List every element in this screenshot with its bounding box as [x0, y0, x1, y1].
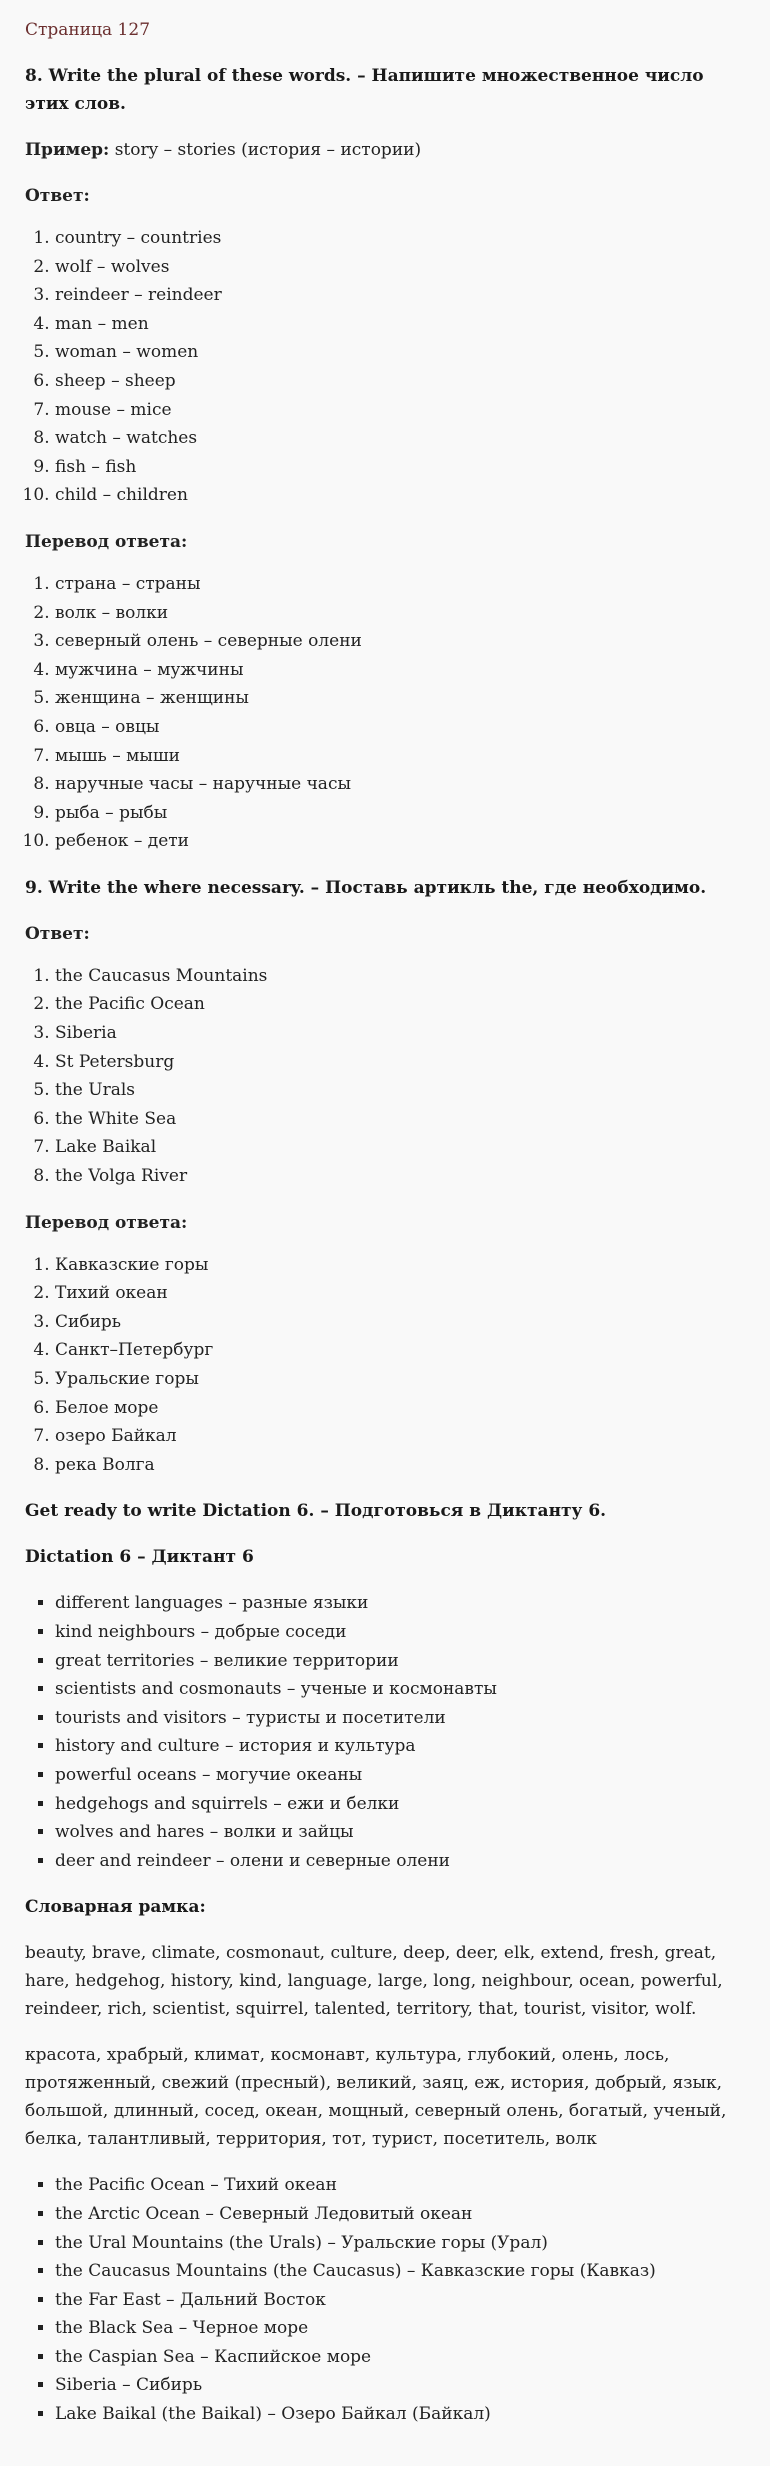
translation-item: 1. страна – страны	[55, 570, 745, 599]
page-label: Страница 127	[25, 20, 151, 40]
translation-item: 3. Сибирь	[55, 1308, 745, 1337]
answer-item: 2. the Pacific Ocean	[55, 990, 745, 1019]
answer-item: 3. reindeer – reindeer	[55, 281, 745, 310]
dictation-item: ▪ powerful oceans – могучие океаны	[55, 1761, 745, 1790]
place-item: ▪ the Ural Mountains (the Urals) – Уральские горы (Урал)	[55, 2229, 745, 2258]
task8-answer-list	[25, 224, 745, 510]
vocab-title: Словарная рамка:	[25, 1897, 206, 1918]
answer-item: 10. child – children	[55, 481, 745, 510]
translation-item: 6. Белое море	[55, 1394, 745, 1423]
translation-item: 2. волк – волки	[55, 599, 745, 628]
dictation-item: ▪ scientists and cosmonauts – ученые и космонавты	[55, 1675, 745, 1704]
translation-item: 10. ребенок – дети	[55, 827, 745, 856]
task9-translation-label: Перевод ответа:	[25, 1212, 188, 1233]
task9-translation-list	[25, 1251, 745, 1480]
dictation-item: ▪ kind neighbours – добрые соседи	[55, 1618, 745, 1647]
place-item: ▪ Siberia – Сибирь	[55, 2371, 745, 2400]
answer-item: 6. sheep – sheep	[55, 367, 745, 396]
answer-item: 4. St Petersburg	[55, 1048, 745, 1077]
task8-translation-label: Перевод ответа:	[25, 531, 188, 552]
answer-item: 1. the Caucasus Mountains	[55, 962, 745, 991]
translation-item: 8. река Волга	[55, 1451, 745, 1480]
task8-answer-label: Ответ:	[25, 186, 90, 206]
example-label: Пример:	[25, 140, 110, 160]
translation-item: 1. Кавказские горы	[55, 1251, 745, 1280]
vocab-english: beauty, brave, climate, cosmonaut, culture, deep, deer, elk, extend, fresh, great, hare, hedgehog, history, kind, language, large, long, neighbour, ocean, powerful, reindeer, rich, scientist, squirrel, talented, territory, that, tourist, visitor, wolf.	[25, 1943, 723, 2020]
answer-item: 5. woman – women	[55, 338, 745, 367]
dictation-title: Dictation 6 – Диктант 6	[25, 1547, 254, 1568]
dictation-item: ▪ deer and reindeer – олени и северные олени	[55, 1847, 745, 1876]
place-item: ▪ the Caspian Sea – Каспийское море	[55, 2343, 745, 2372]
task8-translation-list	[25, 570, 745, 856]
task9-answer-label: Ответ:	[25, 923, 90, 944]
translation-item: 2. Тихий океан	[55, 1279, 745, 1308]
translation-item: 5. женщина – женщины	[55, 684, 745, 713]
answer-item: 5. the Urals	[55, 1076, 745, 1105]
translation-item: 9. рыба – рыбы	[55, 799, 745, 828]
place-item: ▪ the Far East – Дальний Восток	[55, 2286, 745, 2315]
place-item: ▪ the Black Sea – Черное море	[55, 2314, 745, 2343]
translation-item: 7. мышь – мыши	[55, 742, 745, 771]
translation-item: 6. овца – овцы	[55, 713, 745, 742]
dictation-item: ▪ hedgehogs and squirrels – ежи и белки	[55, 1790, 745, 1819]
answer-item: 3. Siberia	[55, 1019, 745, 1048]
answer-item: 4. man – men	[55, 310, 745, 339]
answer-item: 6. the White Sea	[55, 1105, 745, 1134]
answer-item: 9. fish – fish	[55, 453, 745, 482]
task9-answer-list	[25, 962, 745, 1191]
translation-item: 3. северный олень – северные олени	[55, 627, 745, 656]
place-item: ▪ the Arctic Ocean – Северный Ледовитый океан	[55, 2200, 745, 2229]
dictation-item: ▪ great territories – великие территории	[55, 1647, 745, 1676]
answer-item: 7. Lake Baikal	[55, 1133, 745, 1162]
dictation-list	[25, 1589, 745, 1875]
dictation-item: ▪ tourists and visitors – туристы и посетители	[55, 1704, 745, 1733]
example-text: story – stories (история – истории)	[109, 140, 422, 160]
answer-item: 8. the Volga River	[55, 1162, 745, 1191]
translation-item: 8. наручные часы – наручные часы	[55, 770, 745, 799]
answer-item: 1. country – countries	[55, 224, 745, 253]
answer-item: 7. mouse – mice	[55, 396, 745, 425]
task8-title: 8. Write the plural of these words. – Напишите множественное число этих слов.	[25, 66, 704, 114]
vocab-russian: красота, храбрый, климат, космонавт, культура, глубокий, олень, лось, протяженный, свежий (пресный), великий, заяц, еж, история, добрый, язык, большой, длинный, сосед, океан, мощный, северный олень, богатый, ученый, белка, талантливый, территория, тот, турист, посетитель, волк	[25, 2045, 727, 2150]
task8-example	[25, 136, 745, 164]
place-item: ▪ Lake Baikal (the Baikal) – Озеро Байкал (Байкал)	[55, 2400, 745, 2429]
dictation-get-ready: Get ready to write Dictation 6. – Подготовься в Диктанту 6.	[25, 1501, 607, 1522]
dictation-item: ▪ different languages – разные языки	[55, 1589, 745, 1618]
place-item: ▪ the Caucasus Mountains (the Caucasus) – Кавказские горы (Кавказ)	[55, 2257, 745, 2286]
translation-item: 7. озеро Байкал	[55, 1422, 745, 1451]
dictation-item: ▪ history and culture – история и культура	[55, 1732, 745, 1761]
places-list	[25, 2171, 745, 2428]
task9-title: 9. Write the where necessary. – Поставь артикль the, где необходимо.	[25, 877, 707, 898]
translation-item: 5. Уральские горы	[55, 1365, 745, 1394]
dictation-item: ▪ wolves and hares – волки и зайцы	[55, 1818, 745, 1847]
place-item: ▪ the Pacific Ocean – Тихий океан	[55, 2171, 745, 2200]
answer-item: 2. wolf – wolves	[55, 253, 745, 282]
answer-item: 8. watch – watches	[55, 424, 745, 453]
translation-item: 4. Санкт–Петербург	[55, 1336, 745, 1365]
translation-item: 4. мужчина – мужчины	[55, 656, 745, 685]
